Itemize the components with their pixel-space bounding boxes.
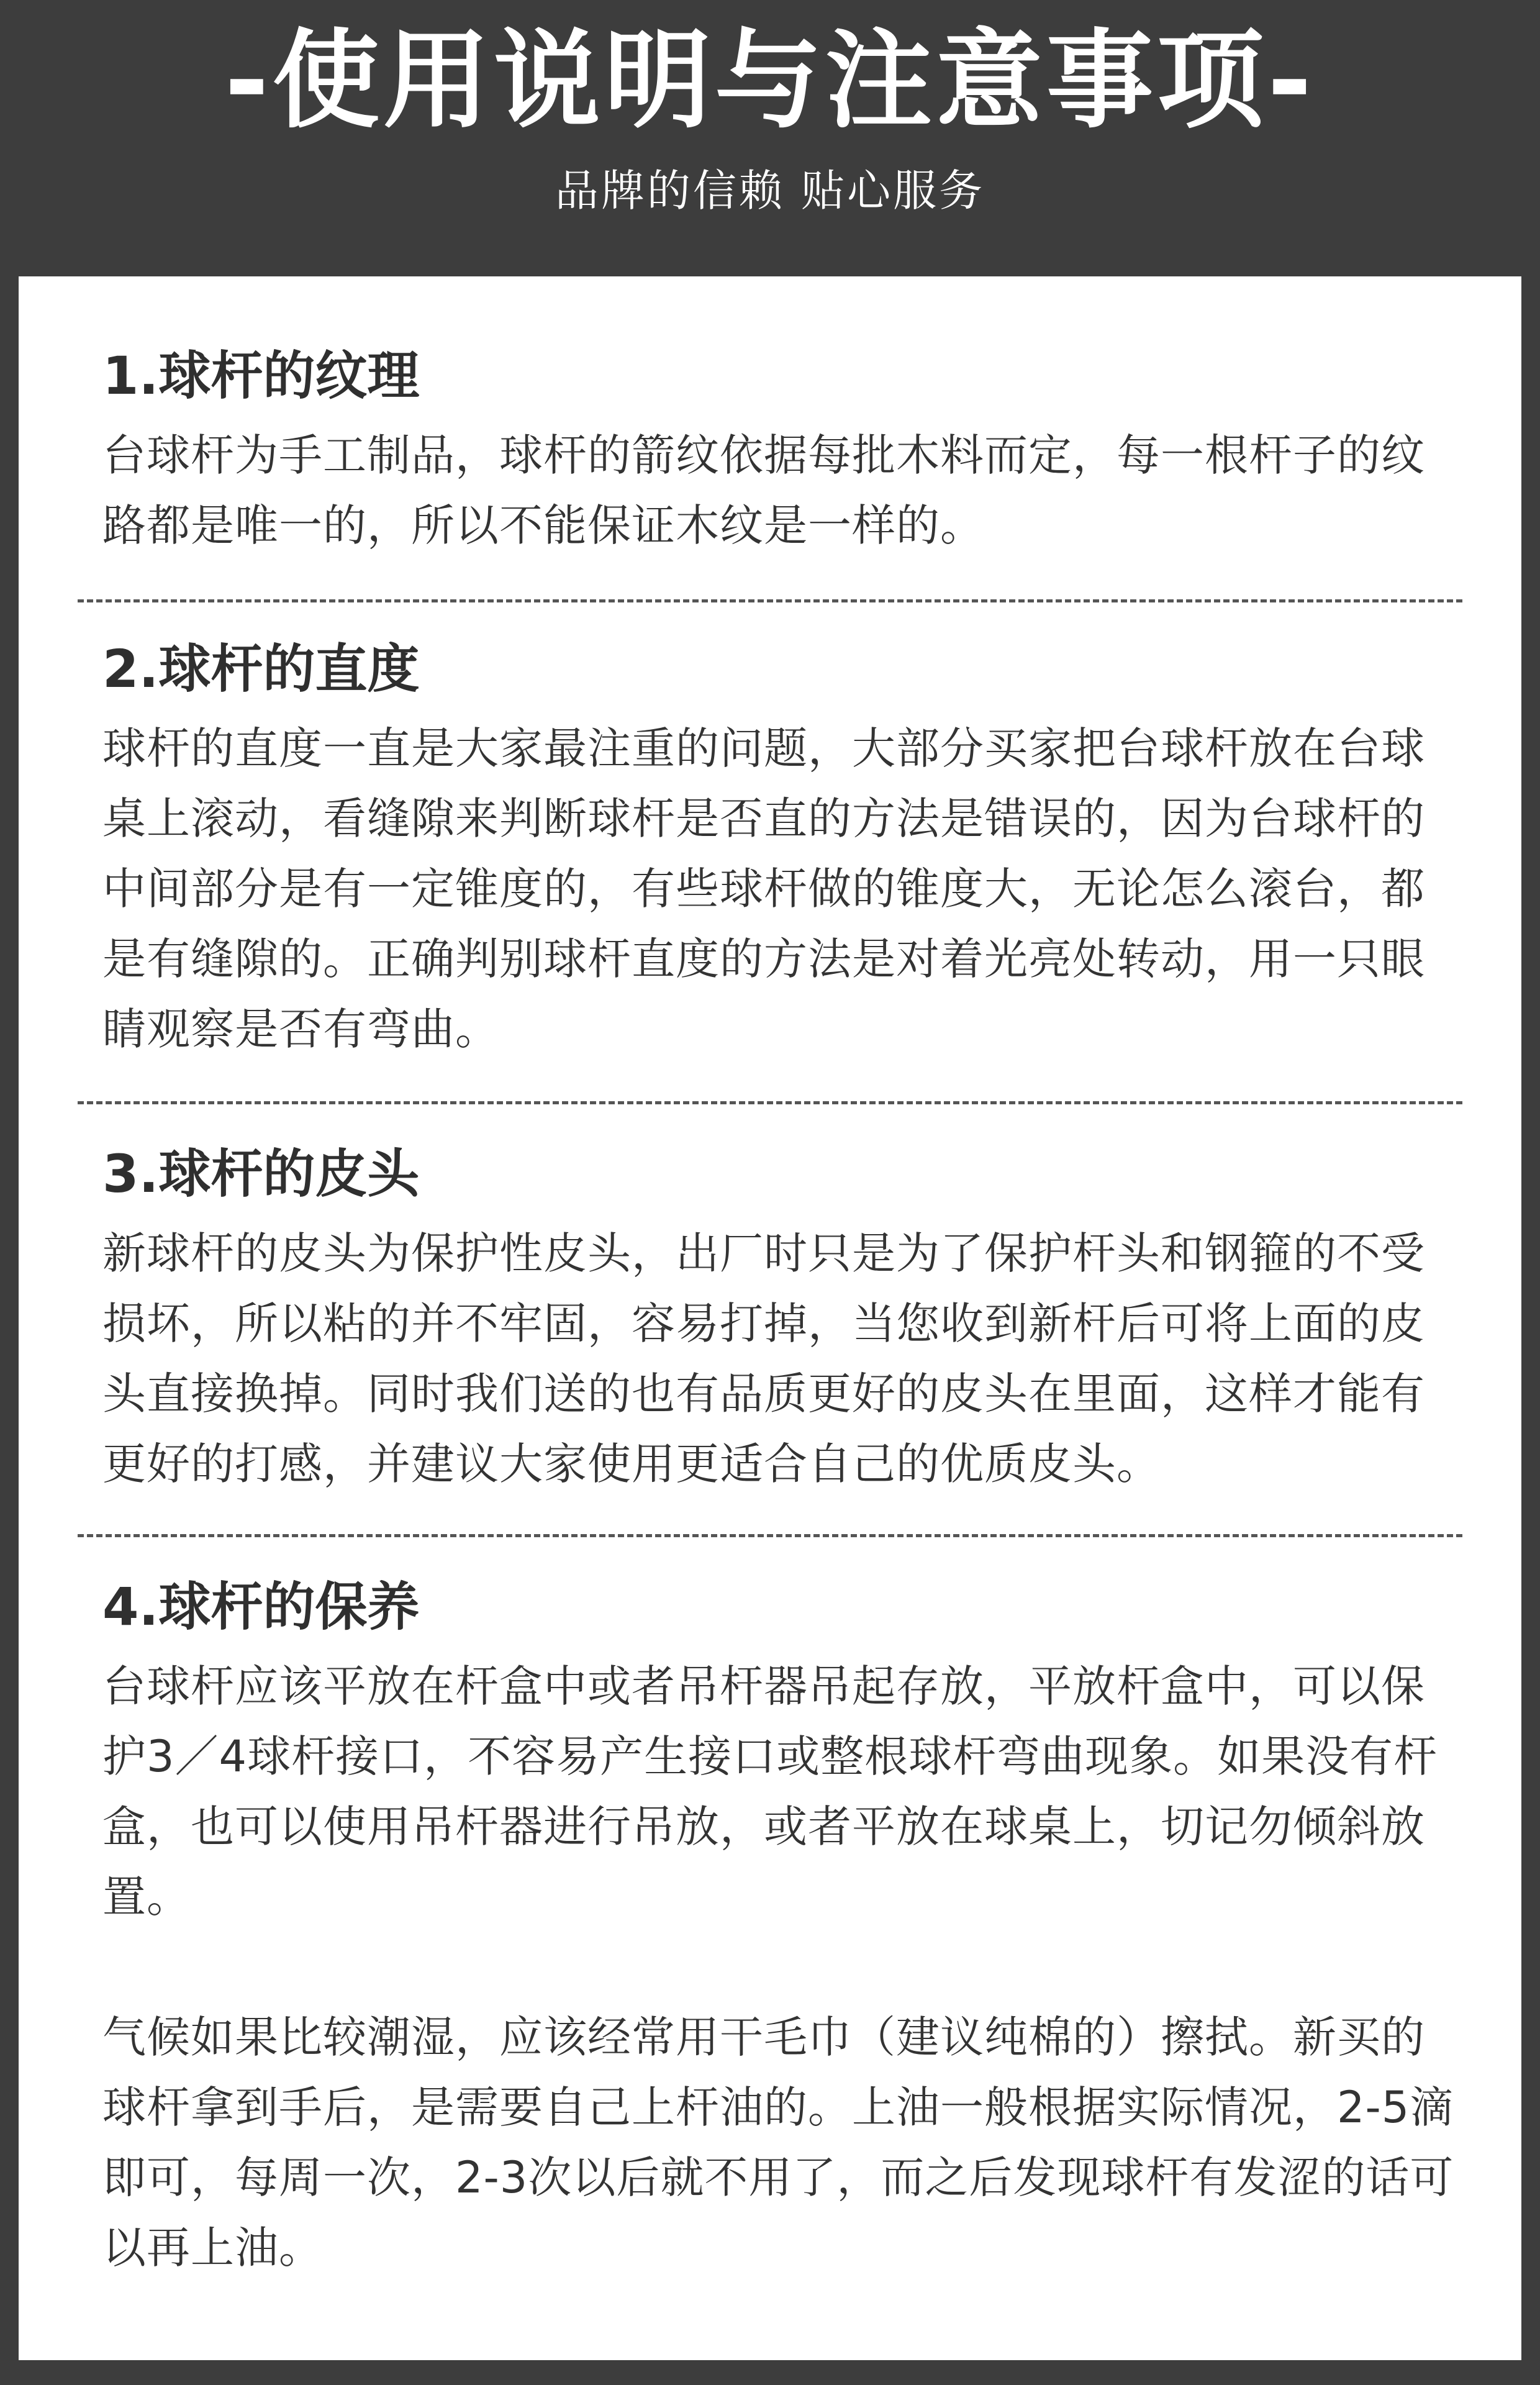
section-tip bbox=[102, 1137, 1469, 1499]
content-card bbox=[19, 276, 1521, 2360]
dashed-divider bbox=[78, 1101, 1462, 1104]
dashed-divider bbox=[78, 1534, 1462, 1537]
header bbox=[0, 0, 1540, 276]
page-title: -使用说明与注意事项- bbox=[224, 18, 1316, 143]
dashed-divider bbox=[78, 599, 1462, 602]
page-subtitle: 品牌的信赖 贴心服务 bbox=[555, 165, 985, 216]
section-title: 4.球杆的保养 bbox=[102, 1576, 420, 1637]
section-title: 1.球杆的纹理 bbox=[102, 345, 420, 406]
section-body: 气候如果比较潮湿，应该经常用干毛巾（建议纯棉的）擦拭。新买的球杆拿到手后，是需要自己上杆油的。上油一般根据实际情况，2-5滴即可，每周一次，2-3次以后就不用了，而之后发现球杆有发涩的话可以再上油。 bbox=[102, 2012, 1454, 2273]
section-straightness bbox=[102, 632, 1469, 1065]
section-title: 2.球杆的直度 bbox=[102, 638, 420, 699]
section-body: 台球杆为手工制品，球杆的箭纹依据每批木料而定，每一根杆子的纹路都是唯一的，所以不能保证木纹是一样的。 bbox=[102, 430, 1425, 551]
section-title: 3.球杆的皮头 bbox=[102, 1143, 420, 1204]
section-body: 新球杆的皮头为保护性皮头，出厂时只是为了保护杆头和钢箍的不受损坏，所以粘的并不牢固，容易打掉，当您收到新杆后可将上面的皮头直接换掉。同时我们送的也有品质更好的皮头在里面，这样才能有更好的打感，并建议大家使用更适合自己的优质皮头。 bbox=[102, 1228, 1425, 1489]
section-body: 球杆的直度一直是大家最注重的问题，大部分买家把台球杆放在台球桌上滚动，看缝隙来判断球杆是否直的方法是错误的，因为台球杆的中间部分是有一定锥度的，有些球杆做的锥度大，无论怎么滚台，都是有缝隙的。正确判别球杆直度的方法是对着光亮处转动，用一只眼睛观察是否有弯曲。 bbox=[102, 723, 1425, 1055]
section-texture bbox=[102, 338, 1469, 561]
section-maintenance bbox=[102, 1570, 1469, 2283]
section-body: 台球杆应该平放在杆盒中或者吊杆器吊起存放，平放杆盒中，可以保护3／4球杆接口，不容易产生接口或整根球杆弯曲现象。如果没有杆盒，也可以使用吊杆器进行吊放，或者平放在球桌上，切记勿倾斜放置。 bbox=[102, 1661, 1438, 1922]
